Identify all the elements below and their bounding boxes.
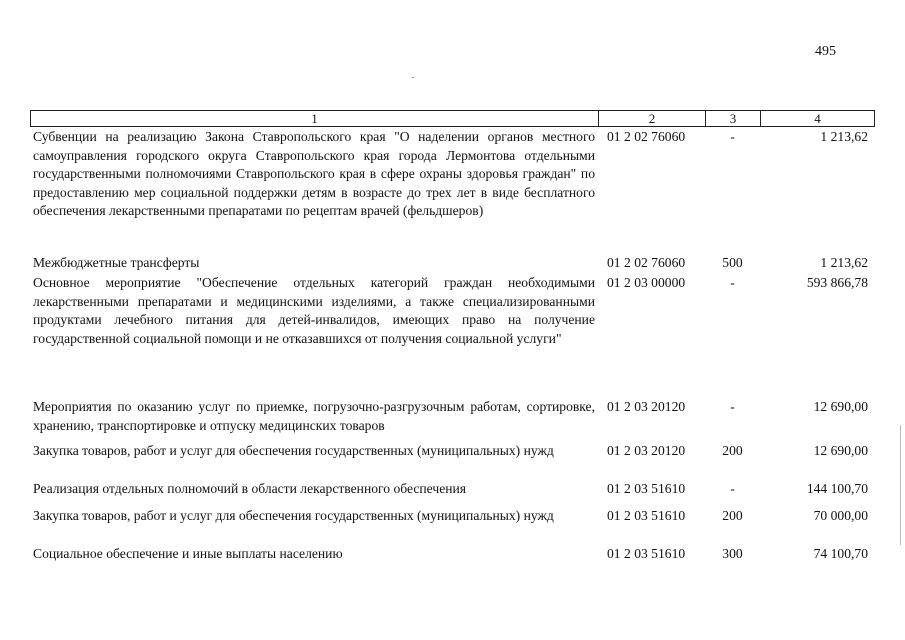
row-type: - <box>730 399 735 414</box>
row-type: 200 <box>722 508 743 523</box>
scan-edge <box>900 425 901 545</box>
header-col-2: 2 <box>598 110 706 127</box>
row-name: Мероприятия по оказанию услуг по приемке, погрузочно-разгрузочным работам, сортировке, хранению, транспортировке и отпуску медицинских товаров <box>33 399 595 433</box>
row-amount: 1 213,62 <box>820 129 868 144</box>
row-type: - <box>730 481 735 496</box>
row-amount: 70 000,00 <box>813 508 868 523</box>
row-type: 300 <box>722 546 743 561</box>
row-name: Субвенции на реализацию Закона Ставропольского края "О наделении органов местного самоуправления городского округа Ставропольского края города Лермонтова отдельными государственными полномочиями Ставропольского края в сфере охраны здоровья граждан" по предоставлению мер социальной поддержки детям в возрасте до трех лет в виде бесплатного обеспечения лекарственными препаратами по рецептам врачей (фельдшеров) <box>33 129 595 219</box>
row-amount: 144 100,70 <box>806 481 868 496</box>
row-amount: 74 100,70 <box>813 546 868 561</box>
row-name: Реализация отдельных полномочий в области лекарственного обеспечения <box>33 481 467 496</box>
row-type: 200 <box>722 443 743 458</box>
row-amount: 12 690,00 <box>813 443 868 458</box>
row-code: 01 2 03 20120 <box>607 443 686 458</box>
row-name: Межбюджетные трансферты <box>33 255 200 270</box>
row-code: 01 2 02 76060 <box>607 129 686 144</box>
row-code: 01 2 03 20120 <box>607 399 686 414</box>
row-amount: 1 213,62 <box>820 255 868 270</box>
header-col-4: 4 <box>760 110 875 127</box>
row-name: Основное мероприятие "Обеспечение отдельных категорий граждан необходимыми лекарственными препаратами и медицинскими изделиями, а также специализированными продуктами лечебного питания для детей-инвалидов, имеющих право на получение государственной социальной помощи и не отказавшихся от получения социальной услуги" <box>33 275 595 346</box>
header-col-3: 3 <box>705 110 761 127</box>
row-name: Закупка товаров, работ и услуг для обеспечения государственных (муниципальных) нужд <box>33 443 554 458</box>
row-code: 01 2 03 51610 <box>607 508 686 523</box>
scan-speck <box>412 77 414 78</box>
page-number: 495 <box>815 44 836 59</box>
row-amount: 12 690,00 <box>813 399 868 414</box>
row-amount: 593 866,78 <box>806 275 868 290</box>
row-code: 01 2 03 51610 <box>607 481 686 496</box>
row-name: Социальное обеспечение и иные выплаты населению <box>33 546 343 561</box>
row-code: 01 2 02 76060 <box>607 255 686 270</box>
header-col-1: 1 <box>30 110 599 127</box>
row-name: Закупка товаров, работ и услуг для обеспечения государственных (муниципальных) нужд <box>33 508 554 523</box>
row-code: 01 2 03 00000 <box>607 275 686 290</box>
row-type: - <box>730 129 735 144</box>
row-type: 500 <box>722 255 743 270</box>
row-code: 01 2 03 51610 <box>607 546 686 561</box>
row-type: - <box>730 275 735 290</box>
